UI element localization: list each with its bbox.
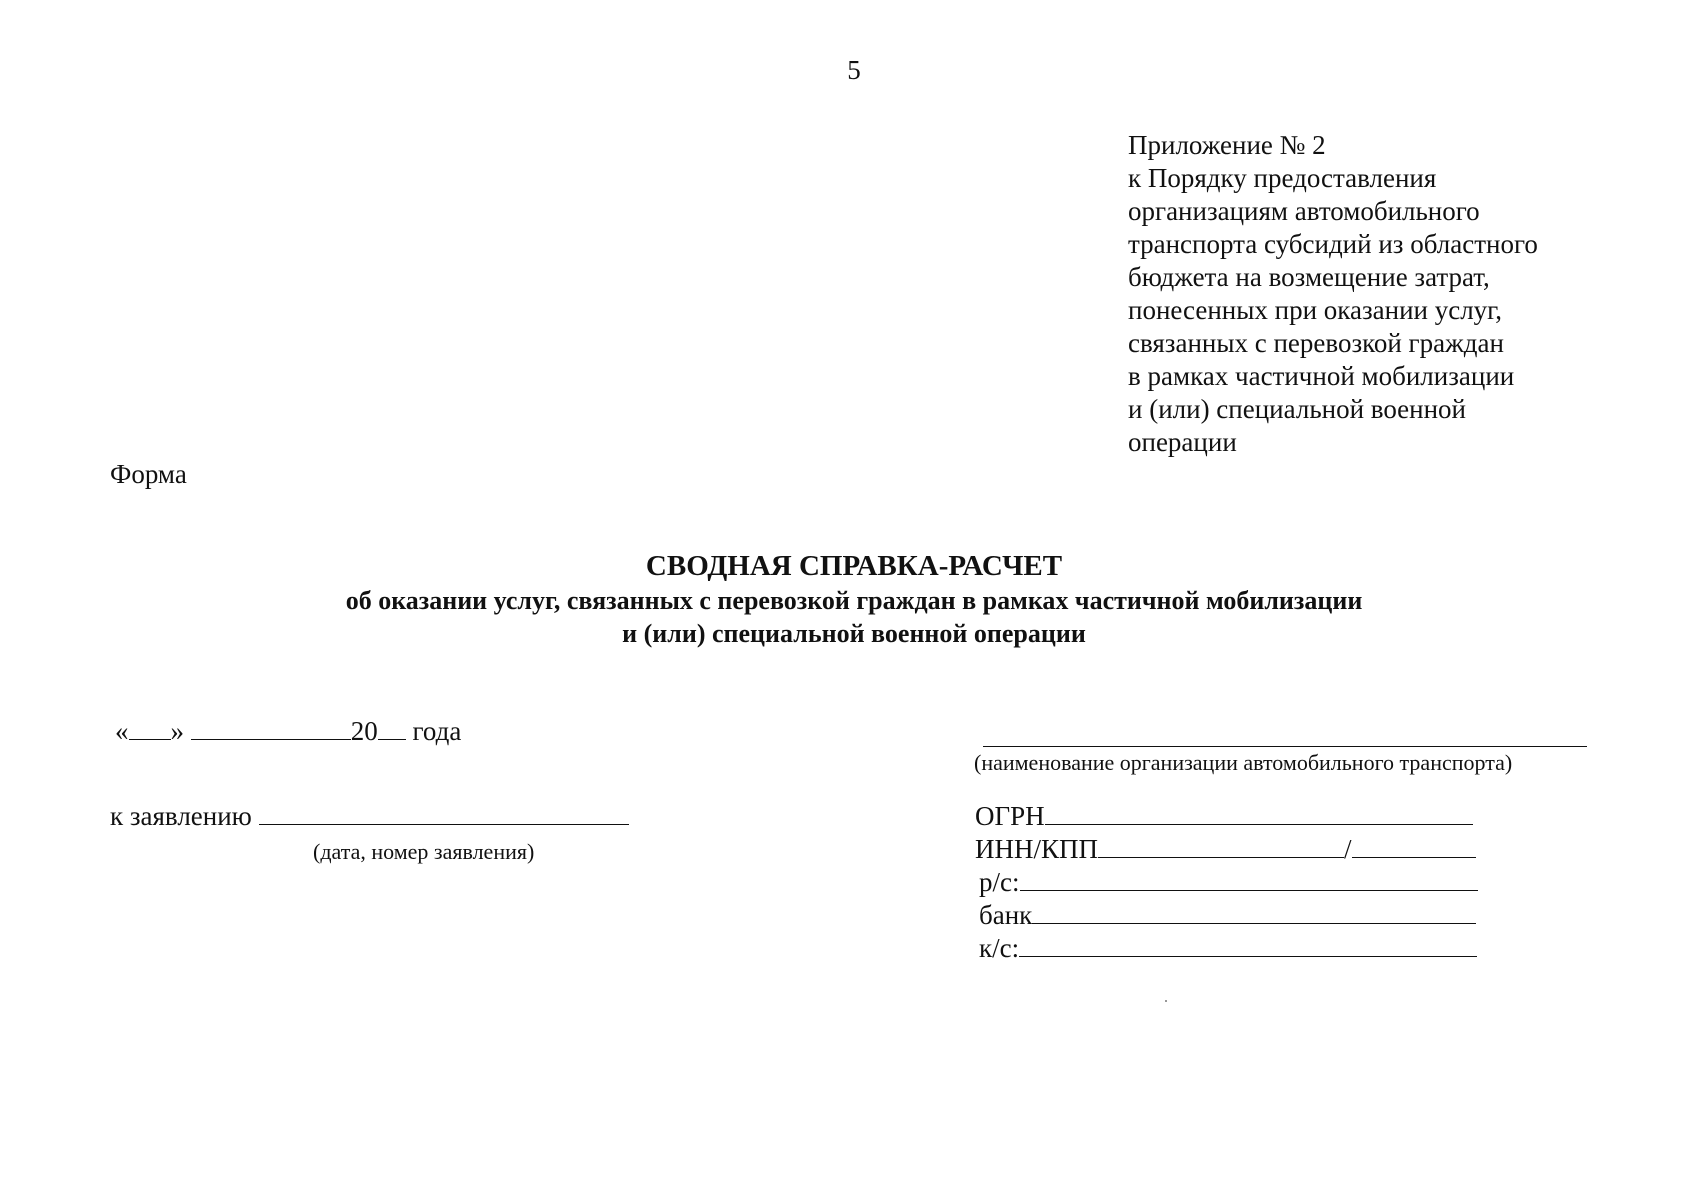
page-number: 5 [847, 55, 861, 85]
bank-row [975, 899, 1478, 932]
statement-blank[interactable] [259, 802, 629, 825]
bank-label: банк [979, 900, 1033, 930]
ogrn-label: ОГРН [975, 801, 1045, 831]
account-row [975, 866, 1478, 899]
date-open-quote: « [115, 716, 129, 746]
day-blank[interactable] [129, 717, 171, 740]
inn-kpp-separator: / [1344, 834, 1352, 864]
appendix-line: Приложение № 2 [1128, 130, 1326, 160]
inn-kpp-row [975, 833, 1478, 866]
appendix-header [1128, 129, 1648, 459]
statement-field [110, 800, 629, 833]
title-main: СВОДНАЯ СПРАВКА-РАСЧЕТ [645, 550, 1063, 582]
scan-speck [1165, 1000, 1167, 1002]
year-suffix: года [412, 716, 462, 746]
organization-caption: (наименование организации автомобильного транспорта) [974, 750, 1513, 775]
appendix-line: к Порядку предоставления [1128, 163, 1437, 193]
appendix-line: бюджета на возмещение затрат, [1128, 262, 1490, 292]
year-prefix: 20 [350, 716, 378, 746]
appendix-line: и (или) специальной военной [1128, 394, 1467, 424]
date-close-quote: » [170, 716, 184, 746]
corr-account-blank[interactable] [1019, 934, 1477, 957]
title-subtitle-line-1: об оказании услуг, связанных с перевозкой граждан в рамках частичной мобилизации [345, 586, 1363, 615]
inn-kpp-label: ИНН/КПП [975, 834, 1099, 864]
ogrn-blank[interactable] [1045, 802, 1473, 825]
corr-account-row [975, 932, 1478, 965]
title-subtitle-line-2: и (или) специальной военной операции [622, 619, 1086, 648]
appendix-line: связанных с перевозкой граждан [1128, 328, 1504, 358]
statement-label: к заявлению [110, 801, 252, 831]
requisites-block [975, 800, 1478, 965]
appendix-line: транспорта субсидий из областного [1128, 229, 1538, 259]
account-blank[interactable] [1020, 868, 1478, 891]
appendix-line: операции [1128, 427, 1237, 457]
appendix-line: понесенных при оказании услуг, [1128, 295, 1502, 325]
form-label: Форма [110, 459, 187, 489]
ogrn-row [975, 800, 1478, 833]
statement-caption: (дата, номер заявления) [313, 839, 535, 864]
year-blank[interactable] [378, 717, 406, 740]
month-blank[interactable] [191, 717, 351, 740]
organization-name-blank[interactable] [983, 746, 1587, 747]
appendix-line: в рамках частичной мобилизации [1128, 361, 1515, 391]
appendix-line: организациям автомобильного [1128, 196, 1480, 226]
bank-blank[interactable] [1032, 901, 1476, 924]
inn-blank[interactable] [1098, 835, 1344, 858]
document-title [0, 548, 1708, 650]
kpp-blank[interactable] [1352, 835, 1476, 858]
date-field [115, 715, 461, 748]
corr-account-label: к/с: [979, 933, 1020, 963]
account-label: р/с: [979, 867, 1020, 897]
